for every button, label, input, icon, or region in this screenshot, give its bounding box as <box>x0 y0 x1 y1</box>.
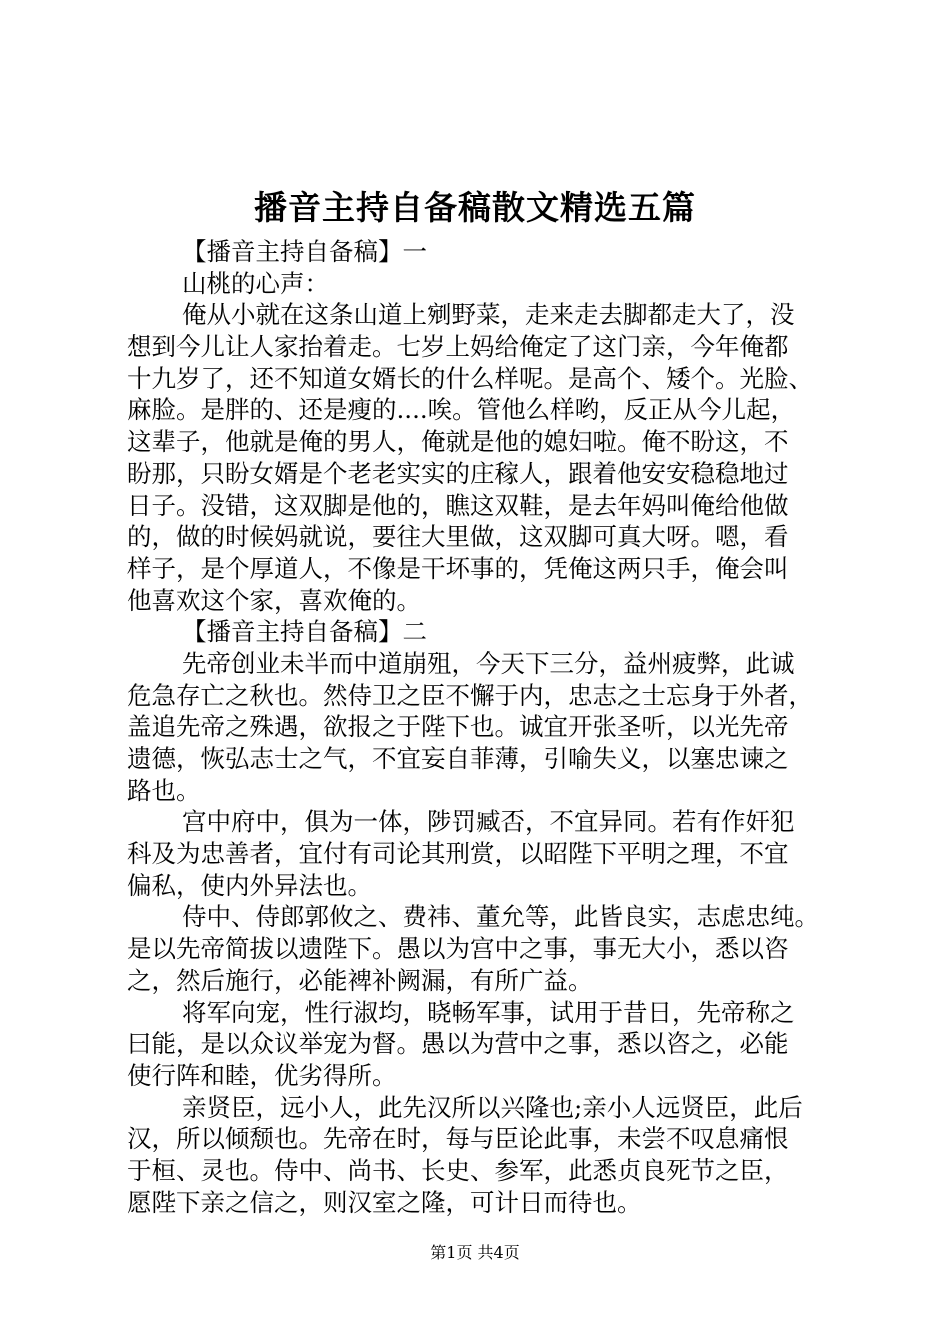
text-line: 是以先帝简拔以遗陛下。愚以为宫中之事，事无大小，悉以咨 <box>127 934 789 964</box>
text-line: 亲贤臣，远小人，此先汉所以兴隆也;亲小人远贤臣，此后 <box>182 1092 803 1122</box>
document-body <box>127 236 827 1218</box>
text-line: 十九岁了，还不知道女婿长的什么样呢。是高个、矮个。光脸、 <box>127 363 813 393</box>
text-line: 山桃的心声： <box>182 268 329 298</box>
text-line: 将军向宠，性行淑均，晓畅军事，试用于昔日，先帝称之 <box>182 997 795 1027</box>
text-line: 的，做的时候妈就说，要往大里做，这双脚可真大呀。嗯，看 <box>127 522 789 552</box>
text-line: 这辈子，他就是俺的男人，俺就是他的媳妇啦。俺不盼这，不 <box>127 427 789 457</box>
text-line: 想到今儿让人家抬着走。七岁上妈给俺定了这门亲，今年俺都 <box>127 332 789 362</box>
text-line: 侍中、侍郎郭攸之、费祎、董允等，此皆良实，志虑忠纯。 <box>182 902 819 932</box>
text-line: 盼那，只盼女婿是个老老实实的庄稼人，跟着他安安稳稳地过 <box>127 458 789 488</box>
text-line: 愿陛下亲之信之，则汉室之隆，可计日而待也。 <box>127 1187 642 1217</box>
document-title: 播音主持自备稿散文精选五篇 <box>254 188 696 227</box>
text-line: 使行阵和睦，优劣得所。 <box>127 1060 397 1090</box>
text-line: 【播音主持自备稿】一 <box>182 237 427 266</box>
text-line: 遗德，恢弘志士之气，不宜妄自菲薄，引喻失义，以塞忠谏之 <box>127 744 789 773</box>
text-line: 于桓、灵也。侍中、尚书、长史、参军，此悉贞良死节之臣， <box>127 1155 789 1185</box>
text-line: 他喜欢这个家，喜欢俺的。 <box>127 585 421 615</box>
text-line: 路也。 <box>127 775 201 805</box>
text-line: 危急存亡之秋也。然侍卫之臣不懈于内，忠志之士忘身于外者， <box>127 680 813 710</box>
text-line: 科及为忠善者，宜付有司论其刑赏，以昭陛下平明之理，不宜 <box>127 839 789 869</box>
text-line: 【播音主持自备稿】二 <box>182 617 427 647</box>
text-line: 俺从小就在这条山道上剜野菜，走来走去脚都走大了，没 <box>182 300 795 330</box>
text-line: 盖追先帝之殊遇，欲报之于陛下也。诚宜开张圣听，以光先帝 <box>127 712 789 742</box>
text-line: 曰能，是以众议举宠为督。愚以为营中之事，悉以咨之，必能 <box>127 1029 789 1059</box>
text-line: 宫中府中，俱为一体，陟罚臧否，不宜异同。若有作奸犯 <box>182 807 795 837</box>
text-line: 样子，是个厚道人，不像是干坏事的，凭俺这两只手，俺会叫 <box>127 553 789 583</box>
text-line: 之，然后施行，必能裨补阙漏，有所广益。 <box>127 965 593 995</box>
page-footer: 第1页 共4页 <box>430 1243 520 1262</box>
text-line: 日子。没错，这双脚是他的，瞧这双鞋，是去年妈叫俺给他做 <box>127 490 789 520</box>
text-line: 麻脸。是胖的、还是瘦的....唉。管他么样哟，反正从今儿起， <box>127 395 796 425</box>
text-line: 汉，所以倾颓也。先帝在时，每与臣论此事，未尝不叹息痛恨 <box>127 1124 789 1154</box>
text-line: 偏私，使内外异法也。 <box>127 870 372 900</box>
text-line: 先帝创业未半而中道崩殂，今天下三分，益州疲弊，此诚 <box>182 648 795 678</box>
